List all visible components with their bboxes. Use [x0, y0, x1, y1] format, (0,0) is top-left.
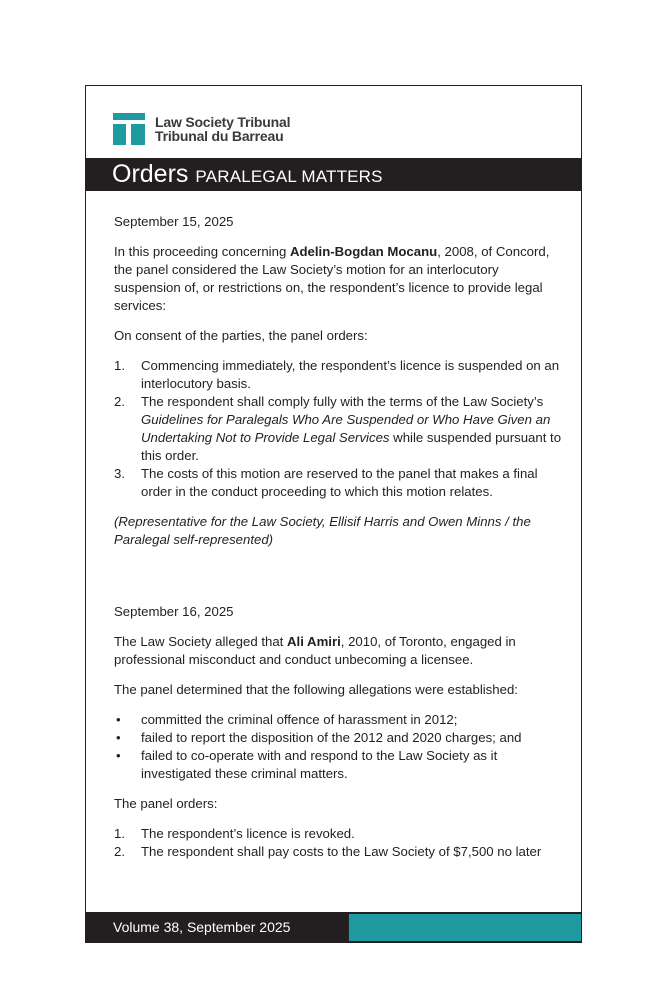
tribunal-t-logo-icon — [113, 113, 145, 145]
allegations-lead: The panel determined that the following allegations were established: — [114, 682, 518, 697]
volume-label: Volume 38, September 2025 — [113, 919, 291, 935]
order-item: 1. Commencing immediately, the respondent’s licence is suspended on an interlocutory basis. — [114, 358, 560, 391]
entry-date: September 16, 2025 — [114, 604, 234, 619]
order-item: 2. The respondent shall comply fully with the terms of the Law Society’s Guidelines for Paralegals Who Are Suspended or Who Have Given an Undertaking Not to Provide Legal Services while suspended pursuant to this order. — [114, 394, 562, 463]
bullet-icon: • — [116, 712, 121, 727]
allegation-item: • committed the criminal offence of harassment in 2012; — [116, 712, 458, 727]
order-item: 2. The respondent shall pay costs to the Law Society of $7,500 no later — [114, 844, 542, 859]
entry-intro: In this proceeding concerning Adelin-Bogdan Mocanu, 2008, of Concord, the panel considered the Law Society’s motion for an interlocutory suspension of, or restrictions on, the respondent’s licence to provide legal services: — [114, 244, 550, 313]
allegation-item: • failed to report the disposition of the 2012 and 2020 charges; and — [116, 730, 522, 745]
bullet-icon: • — [116, 748, 121, 763]
newsletter-page — [85, 85, 582, 943]
section-title-bar — [86, 158, 581, 191]
page-subtitle: PARALEGAL MATTERS — [195, 167, 383, 186]
guidelines-title: Guidelines for Paralegals Who Are Suspended or Who Have Given an Undertaking Not to Provide Legal Services — [141, 412, 551, 445]
orders-lead: On consent of the parties, the panel orders: — [114, 328, 368, 343]
orders-list — [114, 825, 564, 861]
respondent-name: Ali Amiri — [287, 634, 341, 649]
order-item: 3. The costs of this motion are reserved to the panel that makes a final order in the conduct proceeding to which this motion relates. — [114, 466, 538, 499]
brand-logo — [113, 112, 290, 146]
orders-lead: The panel orders: — [114, 796, 218, 811]
respondent-name: Adelin-Bogdan Mocanu — [289, 244, 438, 259]
page-title: Orders — [112, 160, 189, 188]
entry-date: September 15, 2025 — [114, 214, 234, 229]
footer-accent-block — [348, 914, 581, 941]
brand-name-fr: Tribunal du Barreau — [155, 128, 284, 144]
entry-intro: The Law Society alleged that Ali Amiri, 2010, of Toronto, engaged in professional misconduct and conduct unbecoming a licensee. — [114, 634, 516, 667]
orders-content — [114, 213, 564, 873]
representation-note: (Representative for the Law Society, Ellisif Harris and Owen Minns / the Paralegal self-represented) — [114, 514, 531, 547]
bullet-icon: • — [116, 730, 121, 745]
allegations-list — [114, 711, 564, 783]
brand-name — [155, 115, 290, 143]
page-footer — [86, 912, 581, 942]
orders-list — [114, 357, 564, 501]
allegation-item: • failed to co-operate with and respond to the Law Society as it investigated these criminal matters. — [116, 748, 498, 781]
order-item: 1. The respondent’s licence is revoked. — [114, 826, 355, 841]
brand-name-en: Law Society Tribunal — [155, 114, 291, 130]
